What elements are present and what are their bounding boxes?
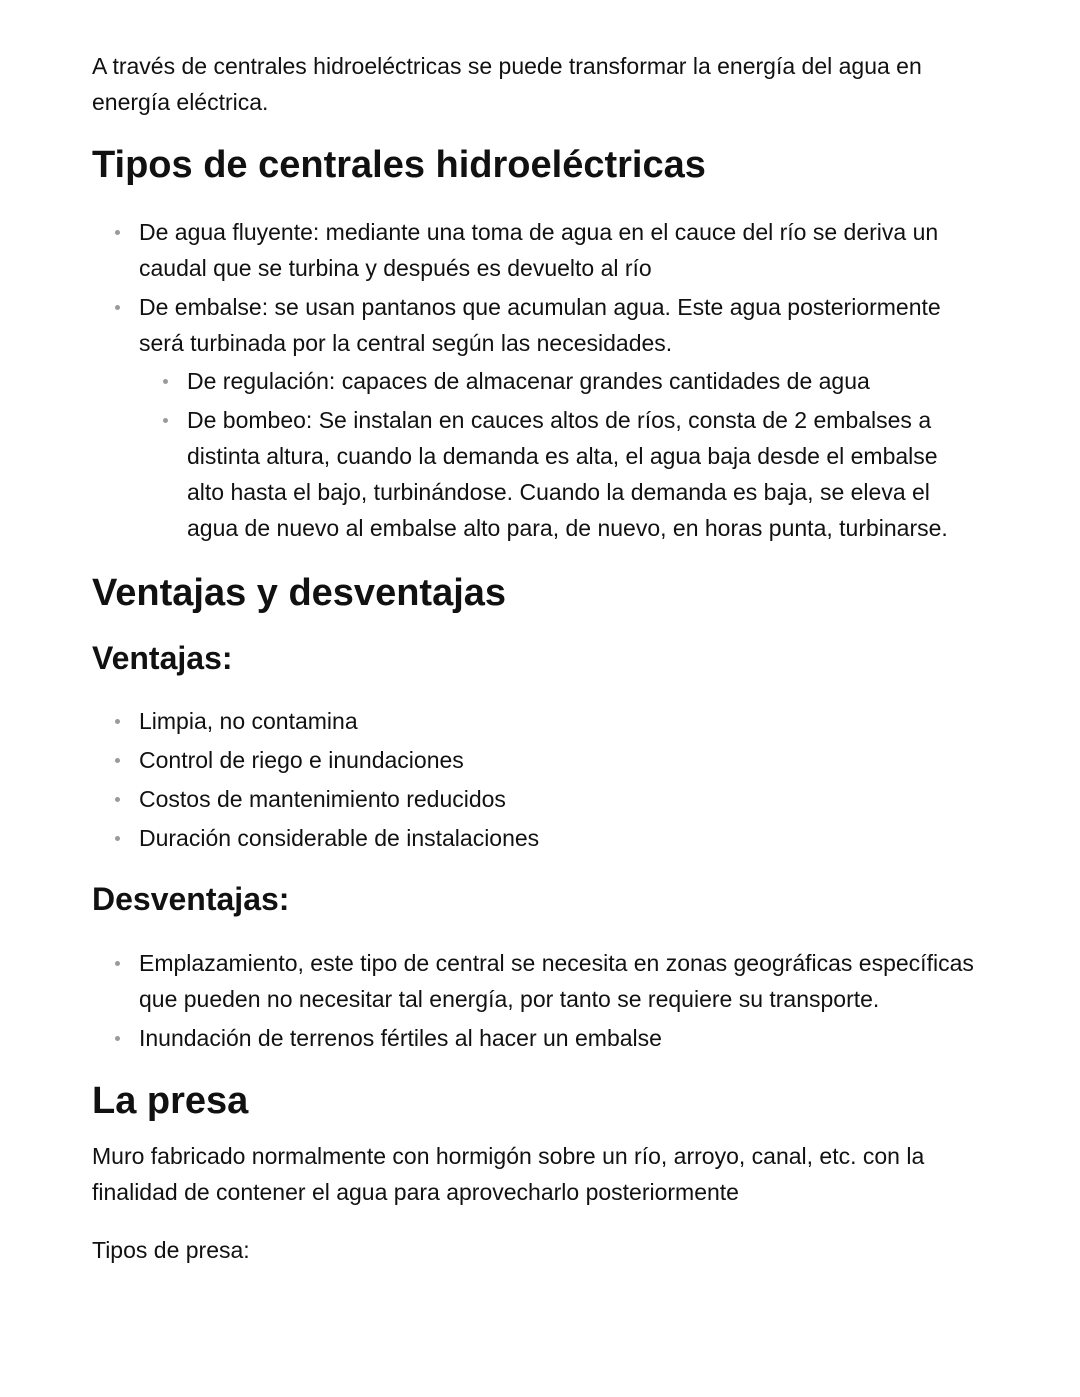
list-item <box>139 820 980 856</box>
bullet-icon <box>115 230 120 235</box>
list-item <box>139 945 980 1017</box>
bullet-icon <box>115 305 120 310</box>
subheading-ventajas: Ventajas: <box>92 640 233 676</box>
list-item-text: Emplazamiento, este tipo de central se necesita en zonas geográficas específicas que pueden no necesitar tal energía, por tanto se requiere su transporte. <box>139 950 974 1012</box>
list-item <box>139 703 980 739</box>
presa-description: Muro fabricado normalmente con hormigón sobre un río, arroyo, canal, etc. con la finalidad de contener el agua para aprovecharlo posteriormente <box>92 1143 925 1205</box>
list-item-text: Costos de mantenimiento reducidos <box>139 786 506 812</box>
bullet-icon <box>163 418 168 423</box>
bullet-icon <box>115 719 120 724</box>
sublist-item <box>187 363 980 399</box>
ventajas-list <box>92 703 980 856</box>
bullet-icon <box>163 379 168 384</box>
bullet-icon <box>115 836 120 841</box>
bullet-icon <box>115 1036 120 1041</box>
list-item <box>139 742 980 778</box>
desventajas-list <box>92 945 980 1056</box>
list-item <box>139 781 980 817</box>
bullet-icon <box>115 797 120 802</box>
sublist-item-text: De bombeo: Se instalan en cauces altos de ríos, consta de 2 embalses a distinta altura, cuando la demanda es alta, el agua baja desde el embalse alto hasta el bajo, turbinándose. Cuando la demanda es baja, se eleva el agua de nuevo al embalse alto para, de nuevo, en horas punta, turbinarse. <box>187 407 948 541</box>
section-heading-tipos: Tipos de centrales hidroeléctricas <box>92 144 706 186</box>
embalse-sublist <box>139 363 980 546</box>
bullet-icon <box>115 758 120 763</box>
list-item <box>139 1020 980 1056</box>
tipos-presa-label: Tipos de presa: <box>92 1237 250 1263</box>
section-heading-ventajas-desventajas: Ventajas y desventajas <box>92 572 507 614</box>
list-item-text: Control de riego e inundaciones <box>139 747 464 773</box>
list-item <box>139 214 980 286</box>
section-heading-presa: La presa <box>92 1080 249 1122</box>
list-item <box>139 289 980 546</box>
list-item-text: De agua fluyente: mediante una toma de agua en el cauce del río se deriva un caudal que se turbina y después es devuelto al río <box>139 219 939 281</box>
subheading-desventajas: Desventajas: <box>92 881 290 917</box>
intro-paragraph: A través de centrales hidroeléctricas se puede transformar la energía del agua en energía eléctrica. <box>92 53 922 115</box>
list-item-text: Duración considerable de instalaciones <box>139 825 540 851</box>
bullet-icon <box>115 961 120 966</box>
sublist-item <box>187 402 980 546</box>
sublist-item-text: De regulación: capaces de almacenar grandes cantidades de agua <box>187 368 870 394</box>
tipos-list <box>92 214 980 546</box>
list-item-text: Limpia, no contamina <box>139 708 358 734</box>
list-item-text: De embalse: se usan pantanos que acumulan agua. Este agua posteriormente será turbinada por la central según las necesidades. <box>139 294 941 356</box>
list-item-text: Inundación de terrenos fértiles al hacer un embalse <box>139 1025 662 1051</box>
